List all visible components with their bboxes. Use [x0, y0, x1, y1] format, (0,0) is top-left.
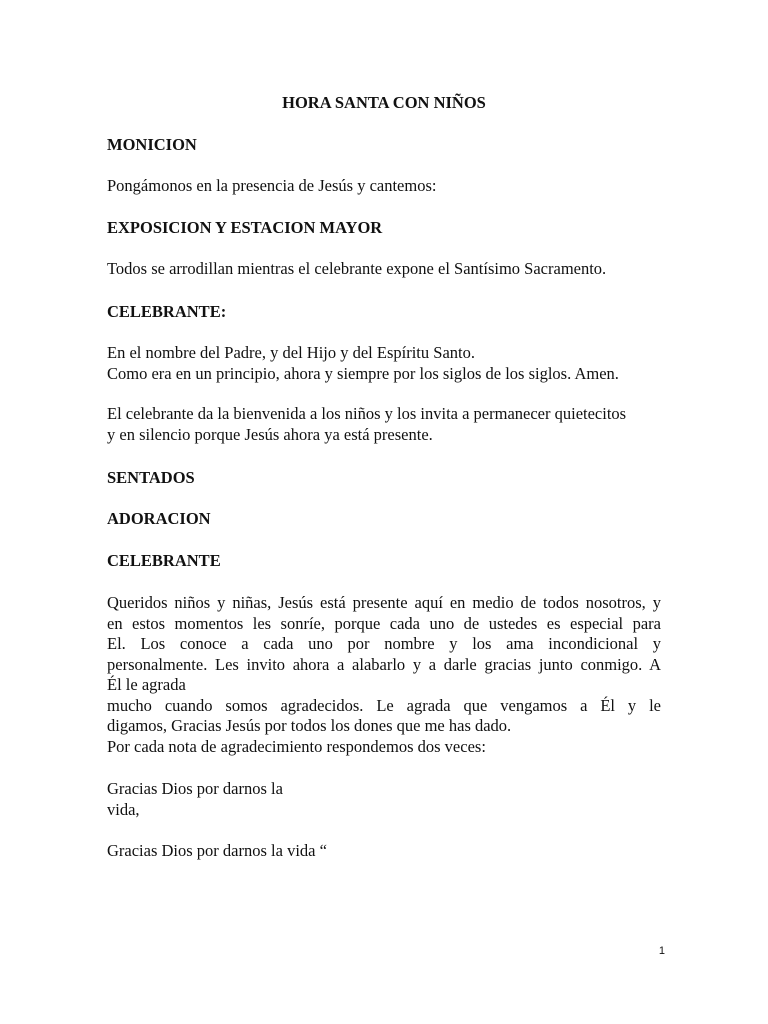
gracias-paragraph-2 — [107, 841, 661, 862]
gracias-paragraph-1 — [107, 779, 661, 820]
paragraph-line: Como era en un principio, ahora y siempre por los siglos de los siglos. Amen. — [107, 363, 619, 383]
paragraph-line: Queridos niños y niñas, Jesús está presente aquí en medio de todos nosotros, y — [107, 593, 661, 612]
monicion-paragraph — [107, 176, 661, 197]
page-number: 1 — [658, 945, 665, 957]
bienvenida-paragraph — [107, 404, 661, 445]
heading-exposicion: EXPOSICION Y ESTACION MAYOR — [107, 218, 383, 237]
paragraph-line: En el nombre del Padre, y del Hijo y del Espíritu Santo. — [107, 343, 475, 362]
heading-sentados: SENTADOS — [107, 468, 195, 487]
heading-celebrante-1: CELEBRANTE: — [107, 302, 227, 321]
heading-monicion: MONICION — [107, 135, 197, 154]
paragraph-line: digamos, Gracias Jesús por todos los dones que me has dado. — [107, 716, 512, 735]
heading-celebrante-2: CELEBRANTE — [107, 551, 221, 570]
paragraph-line: Él le agrada — [107, 675, 186, 694]
paragraph-line: El. Los conoce a cada uno por nombre y los ama incondicional y — [107, 634, 661, 653]
paragraph-line: El celebrante da la bienvenida a los niños y los invita a permanecer quietecitos — [107, 404, 627, 423]
paragraph-line: en estos momentos les sonríe, porque cada uno de ustedes es especial para — [107, 613, 661, 633]
paragraph-line: Gracias Dios por darnos la vida “ — [107, 841, 327, 860]
paragraph-line: Todos se arrodillan mientras el celebrante expone el Santísimo Sacramento. — [107, 259, 607, 278]
paragraph-line: Por cada nota de agradecimiento respondemos dos veces: — [107, 736, 486, 756]
paragraph-line: vida, — [107, 799, 140, 819]
celebrante-paragraph — [107, 343, 661, 384]
paragraph-line: Gracias Dios por darnos la — [107, 779, 283, 798]
exposicion-paragraph — [107, 259, 661, 280]
queridos-paragraph — [107, 593, 661, 757]
paragraph-line: personalmente. Les invito ahora a alabarlo y a darle gracias junto conmigo. A — [107, 654, 661, 674]
paragraph-line: Pongámonos en la presencia de Jesús y cantemos: — [107, 176, 437, 195]
paragraph-line: y en silencio porque Jesús ahora ya está presente. — [107, 424, 433, 444]
heading-adoracion: ADORACION — [107, 509, 211, 528]
document-title: HORA SANTA CON NIÑOS — [282, 93, 486, 112]
paragraph-line: mucho cuando somos agradecidos. Le agrada que vengamos a Él y le — [107, 695, 661, 715]
